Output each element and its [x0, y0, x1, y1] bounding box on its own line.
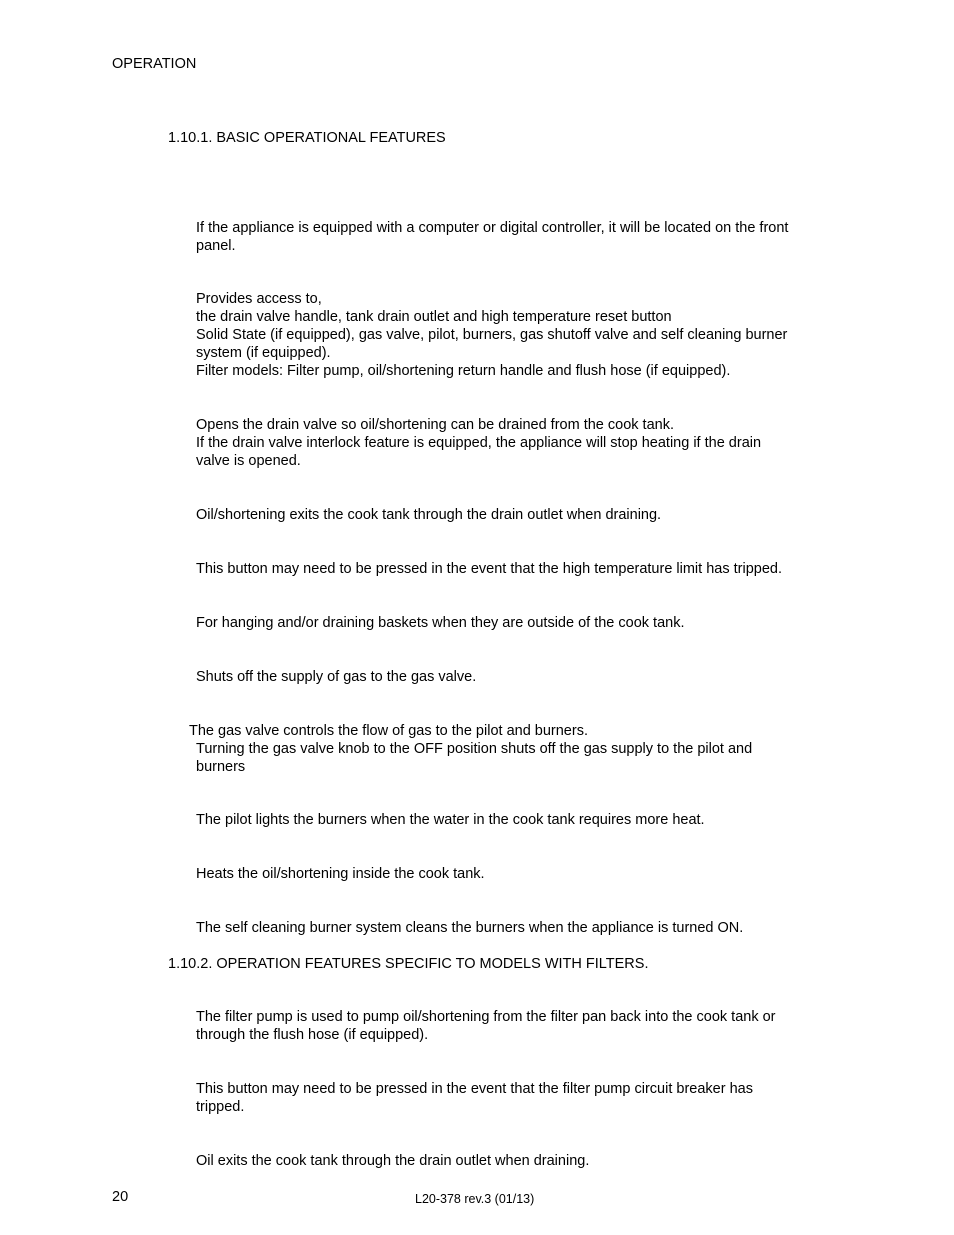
text-line: Shuts off the supply of gas to the gas valve.	[196, 669, 477, 685]
text-line: valve is opened.	[196, 453, 301, 469]
paragraph-reset-button	[196, 560, 846, 578]
text-line: tripped.	[196, 1099, 245, 1115]
text-line: Oil/shortening exits the cook tank through the drain outlet when draining.	[196, 507, 662, 523]
page-header-title: OPERATION	[112, 56, 197, 72]
text-line: For hanging and/or draining baskets when they are outside of the cook tank.	[196, 615, 685, 631]
text-line: The gas valve controls the flow of gas to the pilot and burners.	[189, 723, 588, 739]
paragraph-oil-exit	[196, 1152, 846, 1170]
paragraph-controller	[196, 219, 846, 255]
text-line: The pilot lights the burners when the water in the cook tank requires more heat.	[196, 812, 705, 828]
paragraph-filter-pump	[196, 1008, 846, 1044]
section-heading-basic-features: 1.10.1. BASIC OPERATIONAL FEATURES	[168, 130, 446, 146]
paragraph-gas-valve	[189, 722, 846, 776]
text-line: Provides access to,	[196, 291, 322, 307]
text-line: This button may need to be pressed in the event that the filter pump circuit breaker has	[196, 1081, 753, 1097]
paragraph-drain-outlet	[196, 506, 846, 524]
text-line: This button may need to be pressed in the event that the high temperature limit has tripped.	[196, 561, 782, 577]
text-line: Turning the gas valve knob to the OFF position shuts off the gas supply to the pilot and	[196, 741, 753, 757]
paragraph-drain-valve	[196, 416, 846, 470]
text-line: The filter pump is used to pump oil/shortening from the filter pan back into the cook tank or	[196, 1009, 776, 1025]
text-line: system (if equipped).	[196, 345, 331, 361]
paragraph-self-cleaning	[196, 919, 846, 937]
text-line: If the appliance is equipped with a computer or digital controller, it will be located on the front	[196, 220, 789, 236]
text-line: Heats the oil/shortening inside the cook tank.	[196, 866, 485, 882]
text-line: panel.	[196, 238, 236, 254]
text-line: the drain valve handle, tank drain outlet and high temperature reset button	[196, 309, 672, 325]
paragraph-gas-shutoff	[196, 668, 846, 686]
page-number: 20	[112, 1189, 129, 1205]
text-line: Oil exits the cook tank through the drain outlet when draining.	[196, 1153, 590, 1169]
text-line: Opens the drain valve so oil/shortening can be drained from the cook tank.	[196, 417, 674, 433]
paragraph-basket-hanger	[196, 614, 846, 632]
text-line: If the drain valve interlock feature is equipped, the appliance will stop heating if the drain	[196, 435, 762, 451]
document-code: L20-378 rev.3 (01/13)	[415, 1192, 535, 1206]
text-line: Solid State (if equipped), gas valve, pilot, burners, gas shutoff valve and self cleaning burner	[196, 327, 788, 343]
text-line: The self cleaning burner system cleans the burners when the appliance is turned ON.	[196, 920, 744, 936]
text-line: through the flush hose (if equipped).	[196, 1027, 429, 1043]
section-heading-filter-features: 1.10.2. OPERATION FEATURES SPECIFIC TO MODELS WITH FILTERS.	[168, 956, 649, 972]
paragraph-burners	[196, 865, 846, 883]
paragraph-pilot	[196, 811, 846, 829]
text-line: burners	[196, 759, 246, 775]
text-line: Filter models: Filter pump, oil/shortening return handle and flush hose (if equipped).	[196, 363, 731, 379]
paragraph-access	[196, 290, 846, 380]
paragraph-circuit-breaker	[196, 1080, 846, 1116]
